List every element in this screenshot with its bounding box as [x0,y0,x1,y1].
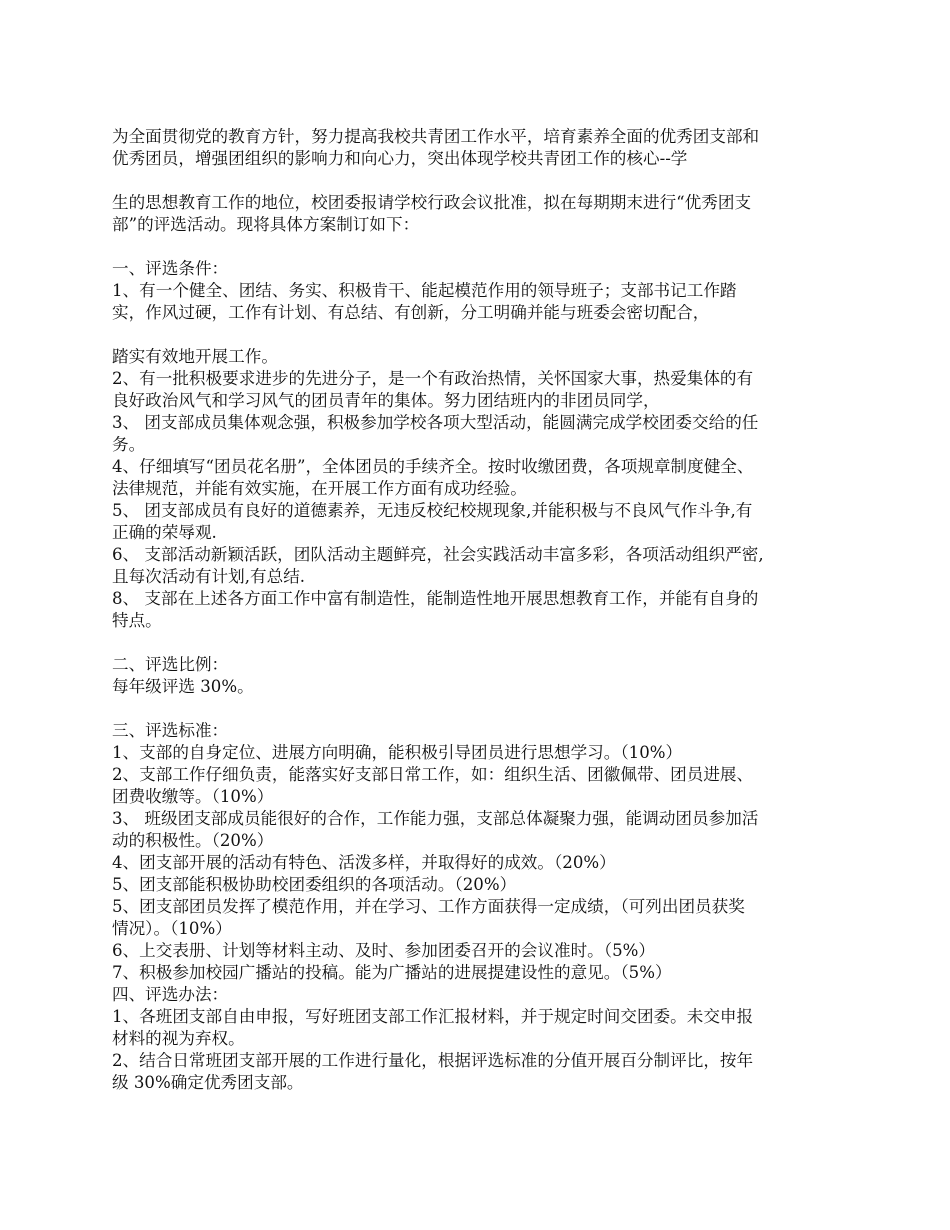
criteria-item-8-line-1: 8、 支部在上述各方面工作中富有制造性，能制造性地开展思想教育工作，并能有自身的 [112,589,759,608]
criteria-item-1-line-2: 实，作风过硬，工作有计划、有总结、有创新，分工明确并能与班委会密切配合， [112,303,710,322]
standards-item-5b-line-2: 情况）。（10%） [112,919,232,938]
standards-item-2-line-2: 团费收缴等。（10%） [112,787,274,806]
intro-line-1: 为全面贯彻党的教育方针，努力提高我校共青团工作水平，培育素养全面的优秀团支部和 [112,127,760,146]
method-item-1-line-1: 1、各班团支部自由申报，写好班团支部工作汇报材料，并于规定时间交团委。未交申报 [112,1007,754,1026]
standards-item-2-line-1: 2、支部工作仔细负责，能落实好支部日常工作，如：组织生活、团徽佩带、团员进展、 [112,765,754,784]
intro-line-4: 部”的评选活动。现将具体方案制订如下： [112,215,420,234]
standards-item-5a: 5、团支部能积极协助校团委组织的各项活动。（20%） [112,875,517,894]
section-heading-criteria: 一、评选条件： [112,259,229,278]
criteria-item-8-line-2: 特点。 [112,611,162,630]
criteria-item-4-line-2: 法律规范，并能有效实施，在开展工作方面有成功经验。 [112,479,527,498]
criteria-item-1-line-3: 踏实有效地开展工作。 [112,347,278,366]
section-heading-standards: 三、评选标准： [112,721,229,740]
standards-item-5b-line-1: 5、团支部团员发挥了模范作用，并在学习、工作方面获得一定成绩，（可列出团员获奖 [112,897,745,916]
standards-item-7: 7、积极参加校园广播站的投稿。能为广播站的进展提建设性的意见。（5%） [112,963,672,982]
criteria-item-1-line-1: 1、有一个健全、团结、务实、积极肯干、能起模范作用的领导班子；支部书记工作踏 [112,281,737,300]
standards-item-4: 4、团支部开展的活动有特色、活泼多样，并取得好的成效。（20%） [112,853,616,872]
standards-item-1: 1、支部的自身定位、进展方向明确，能积极引导团员进行思想学习。（10%） [112,743,683,762]
section-heading-method: 四、评选办法： [112,985,229,1004]
criteria-item-6-line-2: 且每次活动有计划,有总结. [112,567,306,586]
method-item-1-line-2: 材料的视为弃权。 [112,1029,245,1048]
method-item-2-line-1: 2、结合日常班团支部开展的工作进行量化，根据评选标准的分值开展百分制评比，按年 [112,1051,754,1070]
criteria-item-4-line-1: 4、仔细填写“团员花名册”，全体团员的手续齐全。按时收缴团费，各项规章制度健全、 [112,457,754,476]
standards-item-6: 6、上交表册、计划等材料主动、及时、参加团委召开的会议准时。（5%） [112,941,655,960]
method-item-2-line-2: 级 30%确定优秀团支部。 [112,1073,304,1092]
intro-line-2: 优秀团员，增强团组织的影响力和向心力，突出体现学校共青团工作的核心--学 [112,149,688,168]
criteria-item-3-line-2: 务。 [112,435,146,454]
standards-item-3-line-1: 3、 班级团支部成员能很好的合作，工作能力强，支部总体凝聚力强，能调动团员参加活 [112,809,759,828]
criteria-item-6-line-1: 6、 支部活动新颖活跃，团队活动主题鲜亮，社会实践活动丰富多彩，各项活动组织严密, [112,545,764,564]
standards-item-3-line-2: 动的积极性。（20%） [112,831,274,850]
intro-line-3: 生的思想教育工作的地位，校团委报请学校行政会议批准，拟在每期期末进行“优秀团支 [112,193,752,212]
criteria-item-5-line-1: 5、 团支部成员有良好的道德素养，无违反校纪校规现象,并能积极与不良风气作斗争,有 [112,501,753,520]
section-heading-ratio: 二、评选比例： [112,655,229,674]
criteria-item-5-line-2: 正确的荣辱观. [112,523,217,542]
criteria-item-3-line-1: 3、 团支部成员集体观念强，积极参加学校各项大型活动，能圆满完成学校团委交给的任 [112,413,759,432]
ratio-text: 每年级评选 30%。 [112,677,254,696]
criteria-item-2-line-2: 良好政治风气和学习风气的团员青年的集体。努力团结班内的非团员同学， [112,391,660,410]
criteria-item-2-line-1: 2、有一批积极要求进步的先进分子，是一个有政治热情，关怀国家大事，热爱集体的有 [112,369,754,388]
